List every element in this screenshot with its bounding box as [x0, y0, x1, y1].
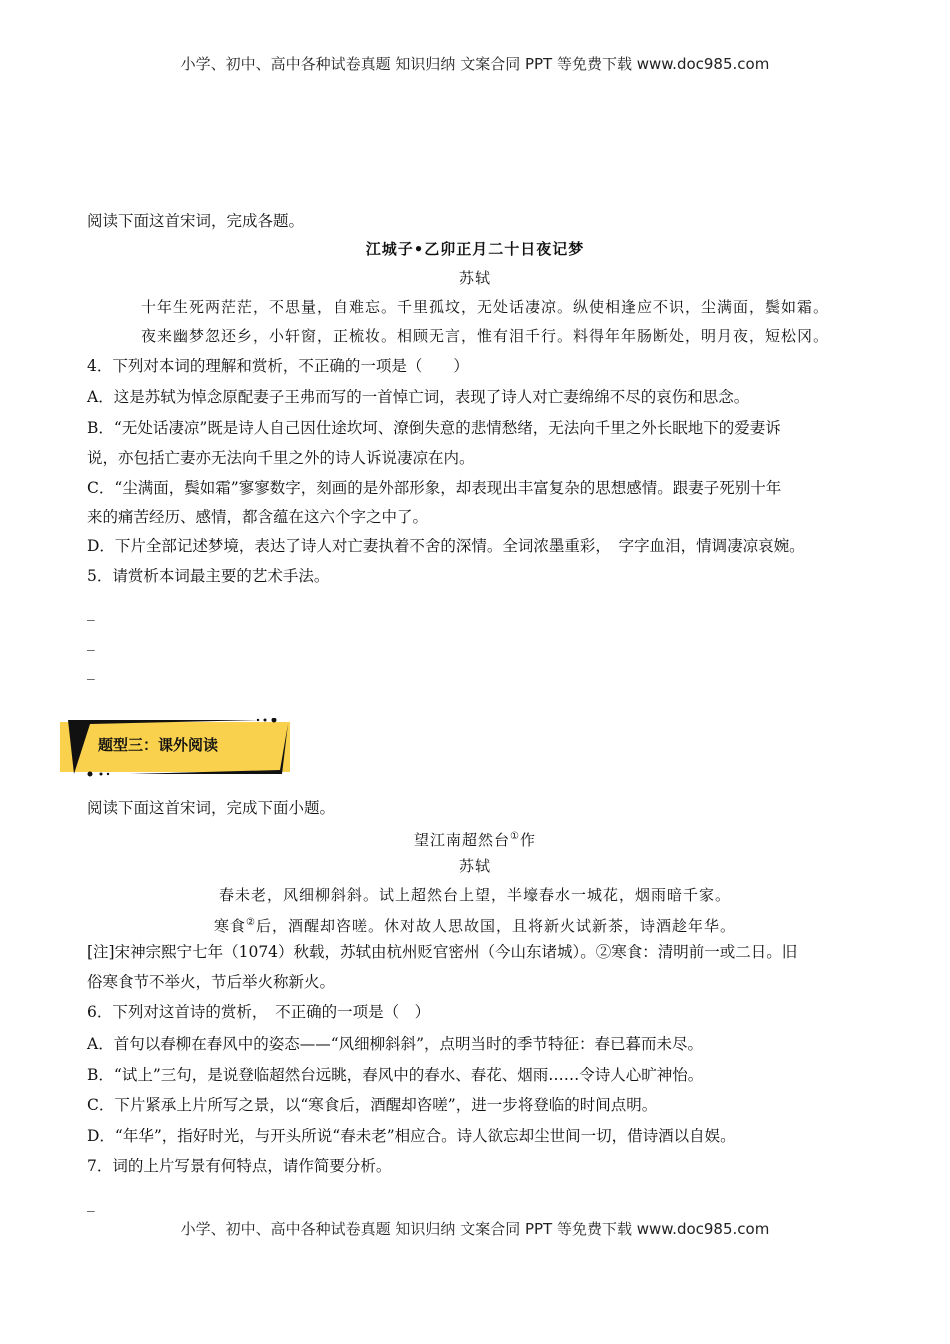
- q4-option-c: C．“尘满面，鬓如霜”寥寥数字，刻画的是外部形象，却表现出丰富复杂的思想感情。跟妻子死别十年: [87, 479, 782, 497]
- section-banner: [60, 718, 292, 774]
- note: [注]宋神宗熙宁七年（1074）秋载，苏轼由杭州贬官密州（今山东诸城）。②寒食：清明前一或二日。旧: [87, 943, 798, 961]
- poem1-line: 十年生死两茫茫，不思量，自难忘。千里孤坟，无处话凄凉。纵使相逢应不识，尘满面，鬓如霜。: [140, 298, 829, 316]
- poem2-author: 苏轼: [458, 857, 491, 875]
- page-header: 小学、初中、高中各种试卷真题 知识归纳 文案合同 PPT 等免费下载 www.doc985.com: [180, 55, 770, 73]
- poem2-line: [0, 913, 950, 936]
- q4-option-b-cont: 说，亦包括亡妻亦无法向千里之外的诗人诉说凄凉在内。: [87, 449, 475, 467]
- poem1-author: 苏轼: [458, 269, 491, 287]
- poem2-line-text: 寒食: [214, 917, 247, 935]
- footnote-marker: ①: [510, 831, 520, 842]
- footnote-marker: ②: [246, 917, 256, 928]
- answer-blank: _: [87, 662, 95, 680]
- q6-option-c: C．下片紧承上片所写之景，以“寒食后，酒醒却咨嗟”，进一步将登临的时间点明。: [87, 1096, 658, 1114]
- q6-option-a: A．首句以春柳在春风中的姿态——“风细柳斜斜”，点明当时的季节特征：春已暮而未尽。: [87, 1035, 704, 1053]
- note-cont: 俗寒食节不举火，节后举火称新火。: [87, 973, 336, 991]
- q6-option-d: D．“年华”，指好时光，与开头所说“春未老”相应合。诗人欲忘却尘世间一切，借诗酒以自娱。: [87, 1127, 736, 1145]
- q6-option-b: B．“试上”三句，是说登临超然台远眺，春风中的春水、春花、烟雨……令诗人心旷神怡。: [87, 1066, 704, 1084]
- poem2-line: 春未老，风细柳斜斜。试上超然台上望，半壕春水一城花，烟雨暗千家。: [218, 886, 731, 904]
- q4-option-a: A．这是苏轼为悼念原配妻子王弗而写的一首悼亡词，表现了诗人对亡妻绵绵不尽的哀伤和思念。: [87, 388, 750, 406]
- part1-intro: 阅读下面这首宋词，完成各题。: [87, 212, 305, 230]
- question-6: 6．下列对这首诗的赏析， 不正确的一项是（ ）: [87, 1003, 431, 1021]
- answer-blank: _: [87, 633, 95, 651]
- poem2-title-end: 作: [519, 831, 536, 849]
- q4-option-b: B．“无处话凄凉”既是诗人自己因仕途坎坷、潦倒失意的悲情愁绪，无法向千里之外长眠地下的爱妻诉: [87, 419, 781, 437]
- answer-blank: _: [87, 603, 95, 621]
- q4-option-c-cont: 来的痛苦经历、感情，都含蕴在这六个字之中了。: [87, 508, 429, 526]
- question-5: 5．请赏析本词最主要的艺术手法。: [87, 567, 330, 585]
- poem2-line-text: 后，酒醒却咨嗟。休对故人思故国，且将新火试新茶，诗酒趁年华。: [255, 917, 736, 935]
- part2-intro: 阅读下面这首宋词，完成下面小题。: [87, 799, 336, 817]
- poem1-title: 江城子•乙卯正月二十日夜记梦: [365, 240, 585, 258]
- section-title: 题型三：课外阅读: [98, 736, 219, 754]
- poem1-line: 夜来幽梦忽还乡，小轩窗，正梳妆。相顾无言，惟有泪千行。料得年年肠断处，明月夜，短松冈。: [140, 327, 829, 345]
- answer-blank: _: [87, 1194, 95, 1212]
- q4-option-d: D．下片全部记述梦境，表达了诗人对亡妻执着不舍的深情。全词浓墨重彩， 字字血泪，情调凄凉哀婉。: [87, 537, 805, 555]
- page-footer: 小学、初中、高中各种试卷真题 知识归纳 文案合同 PPT 等免费下载 www.doc985.com: [180, 1220, 770, 1238]
- poem2-title-text: 望江南超然台: [414, 831, 511, 849]
- question-7: 7．词的上片写景有何特点，请作简要分析。: [87, 1157, 392, 1175]
- question-4: 4．下列对本词的理解和赏析，不正确的一项是（ ）: [87, 357, 469, 375]
- poem2-title: [0, 827, 950, 850]
